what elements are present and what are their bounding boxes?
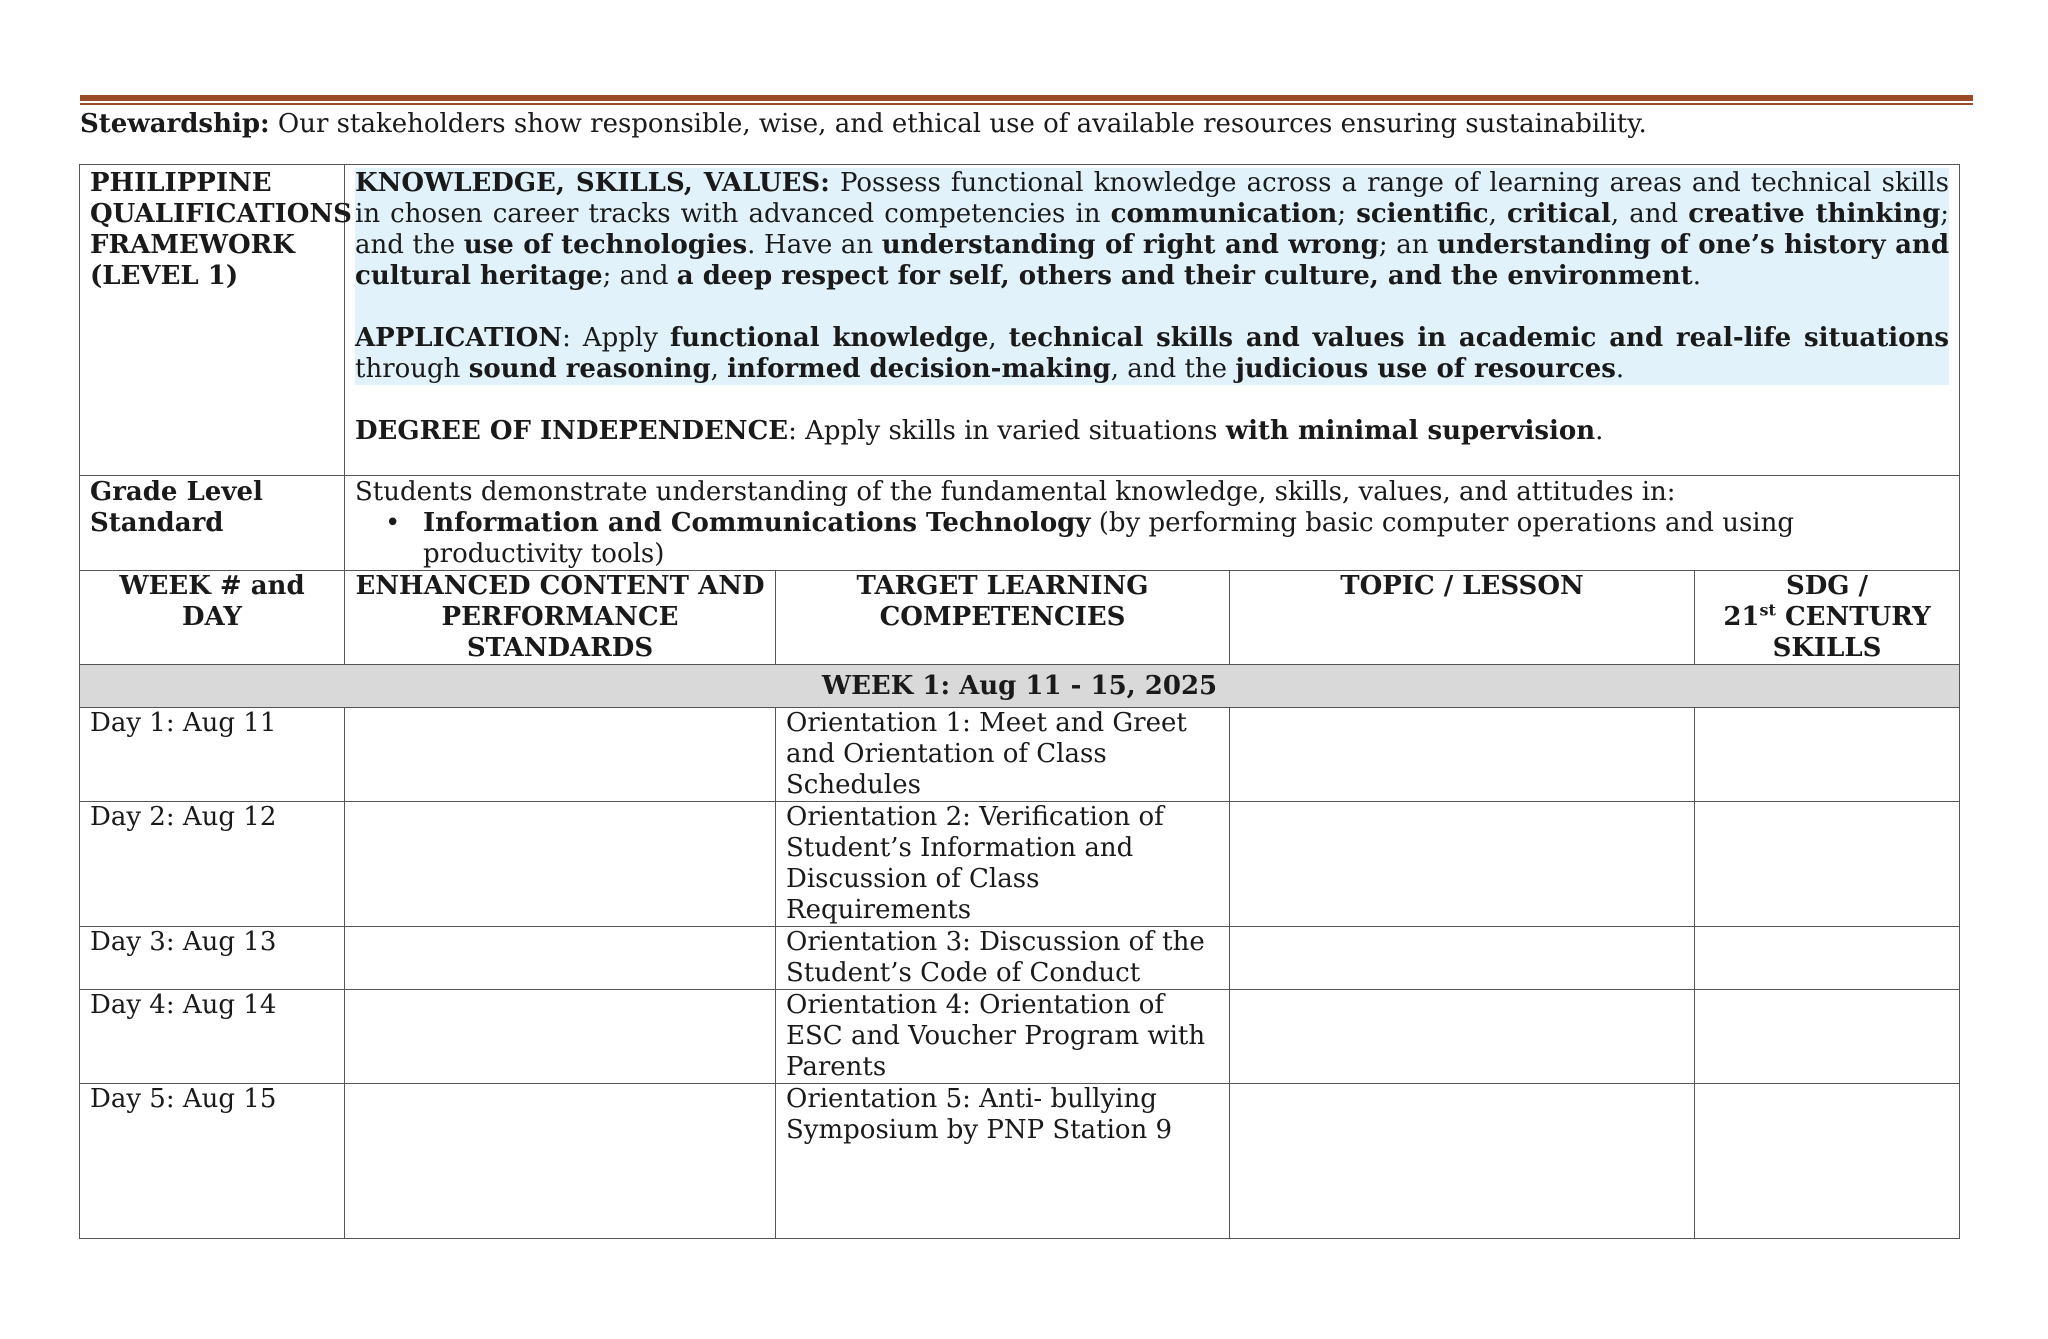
- standards-cell: [345, 990, 776, 1084]
- text-run: ,: [1488, 199, 1507, 229]
- sdg-cell: [1695, 802, 1960, 927]
- standards-cell: [345, 802, 776, 927]
- text-run: : Apply: [562, 323, 670, 353]
- header-topic: TOPIC / LESSON: [1230, 571, 1695, 665]
- week-title: WEEK 1: Aug 11 - 15, 2025: [80, 665, 1960, 708]
- knowledge-skills-values: [355, 168, 1949, 292]
- table-row: [80, 708, 1960, 802]
- topic-cell: [1230, 1084, 1695, 1239]
- day-label: Day 4: Aug 14: [80, 990, 345, 1084]
- text-run: .: [1615, 354, 1625, 384]
- bold-run: DEGREE OF INDEPENDENCE: [355, 416, 789, 446]
- stewardship-text: Our stakeholders show responsible, wise, and ethical use of available resources ensuring sustainability.: [269, 109, 1647, 139]
- grade-level-content: [345, 476, 1960, 571]
- bold-run: with minimal supervision: [1225, 416, 1596, 446]
- bold-run: KNOWLEDGE, SKILLS, VALUES:: [355, 168, 830, 198]
- day-label: Day 5: Aug 15: [80, 1084, 345, 1239]
- text-run: , and: [1610, 199, 1689, 229]
- text-run: : Apply skills in varied situations: [788, 416, 1226, 446]
- grade-level-bullet-bold: Information and Communications Technology: [423, 508, 1091, 538]
- topic-cell: [1230, 990, 1695, 1084]
- text-run: , and the: [1110, 354, 1236, 384]
- column-header-row: [80, 571, 1960, 665]
- day-label: Day 1: Aug 11: [80, 708, 345, 802]
- text-run: through: [355, 354, 469, 384]
- framework-label: PHILIPPINE QUALIFICATIONS FRAMEWORK (LEVEL 1): [80, 165, 345, 476]
- grade-level-label: Grade Level Standard: [80, 476, 345, 571]
- grade-level-intro: Students demonstrate understanding of the fundamental knowledge, skills, values, and attitudes in:: [355, 477, 1676, 507]
- header-sdg-line2: CENTURY SKILLS: [1772, 602, 1931, 663]
- degree-of-independence: [355, 416, 1949, 447]
- topic-cell: [1230, 708, 1695, 802]
- competency-cell: Orientation 2: Verification of Student’s Information and Discussion of Class Requirements: [776, 802, 1230, 927]
- table-row: [80, 927, 1960, 990]
- text-run: Possess functional knowledge across a range of learning areas and technical skills in chosen career tracks with advanced competencies in: [355, 168, 1950, 229]
- table-row: [80, 990, 1960, 1084]
- text-run: ; and the: [355, 199, 1950, 260]
- sdg-cell: [1695, 927, 1960, 990]
- bold-run: communication: [1110, 199, 1338, 229]
- bold-run: informed decision-making: [727, 354, 1111, 384]
- competency-cell: Orientation 4: Orientation of ESC and Voucher Program with Parents: [776, 990, 1230, 1084]
- competency-cell: Orientation 1: Meet and Greet and Orientation of Class Schedules: [776, 708, 1230, 802]
- bold-run: critical: [1507, 199, 1611, 229]
- stewardship-statement: [80, 104, 1647, 144]
- header-sdg: [1695, 571, 1960, 665]
- text-run: ; and: [602, 261, 677, 291]
- header-sdg-line1: SDG /: [1785, 571, 1869, 601]
- week-title-row: [80, 665, 1960, 708]
- grade-level-bullet-text: (by performing basic computer operations and using productivity tools): [423, 508, 1794, 569]
- text-run: . Have an: [747, 230, 882, 260]
- bold-run: sound reasoning: [468, 354, 711, 384]
- framework-description: [345, 165, 1960, 476]
- header-rule-thick: [80, 95, 1973, 101]
- sdg-cell: [1695, 990, 1960, 1084]
- application-statement: [355, 323, 1949, 385]
- header-competencies: TARGET LEARNING COMPETENCIES: [776, 571, 1230, 665]
- bold-run: judicious use of resources: [1235, 354, 1616, 384]
- grade-level-row: [80, 476, 1960, 571]
- bold-run: use of technologies: [463, 230, 748, 260]
- bold-run: scientific: [1356, 199, 1489, 229]
- curriculum-table: [79, 164, 1960, 1239]
- text-run: ,: [710, 354, 728, 384]
- sdg-cell: [1695, 708, 1960, 802]
- bold-run: creative thinking: [1688, 199, 1941, 229]
- topic-cell: [1230, 802, 1695, 927]
- header-week-day: WEEK # and DAY: [80, 571, 345, 665]
- header-sdg-superscript: st: [1759, 600, 1776, 620]
- grade-level-list: [355, 508, 1949, 570]
- bold-run: understanding of one’s history and cultural heritage: [355, 230, 1950, 291]
- text-run: ,: [988, 323, 1009, 353]
- header-standards: ENHANCED CONTENT AND PERFORMANCE STANDARDS: [345, 571, 776, 665]
- table-row: [80, 1084, 1960, 1239]
- standards-cell: [345, 708, 776, 802]
- text-run: .: [1692, 261, 1701, 291]
- day-label: Day 2: Aug 12: [80, 802, 345, 927]
- competency-cell: Orientation 5: Anti- bullying Symposium by PNP Station 9: [776, 1084, 1230, 1239]
- bold-run: functional knowledge: [669, 323, 989, 353]
- framework-row: [80, 165, 1960, 476]
- competency-cell: Orientation 3: Discussion of the Student’s Code of Conduct: [776, 927, 1230, 990]
- stewardship-label: Stewardship:: [80, 109, 270, 139]
- bold-run: technical skills and values in academic and real-life situations: [1008, 323, 1950, 353]
- standards-cell: [345, 927, 776, 990]
- day-label: Day 3: Aug 13: [80, 927, 345, 990]
- header-sdg-number: 21: [1723, 602, 1760, 632]
- standards-cell: [345, 1084, 776, 1239]
- sdg-cell: [1695, 1084, 1960, 1239]
- topic-cell: [1230, 927, 1695, 990]
- bold-run: understanding of right and wrong: [881, 230, 1379, 260]
- text-run: .: [1595, 416, 1604, 446]
- text-run: ; an: [1378, 230, 1438, 260]
- list-item: [423, 508, 1949, 570]
- bold-run: a deep respect for self, others and their culture, and the environment: [676, 261, 1693, 291]
- table-row: [80, 802, 1960, 927]
- bold-run: APPLICATION: [355, 323, 563, 353]
- text-run: ;: [1337, 199, 1357, 229]
